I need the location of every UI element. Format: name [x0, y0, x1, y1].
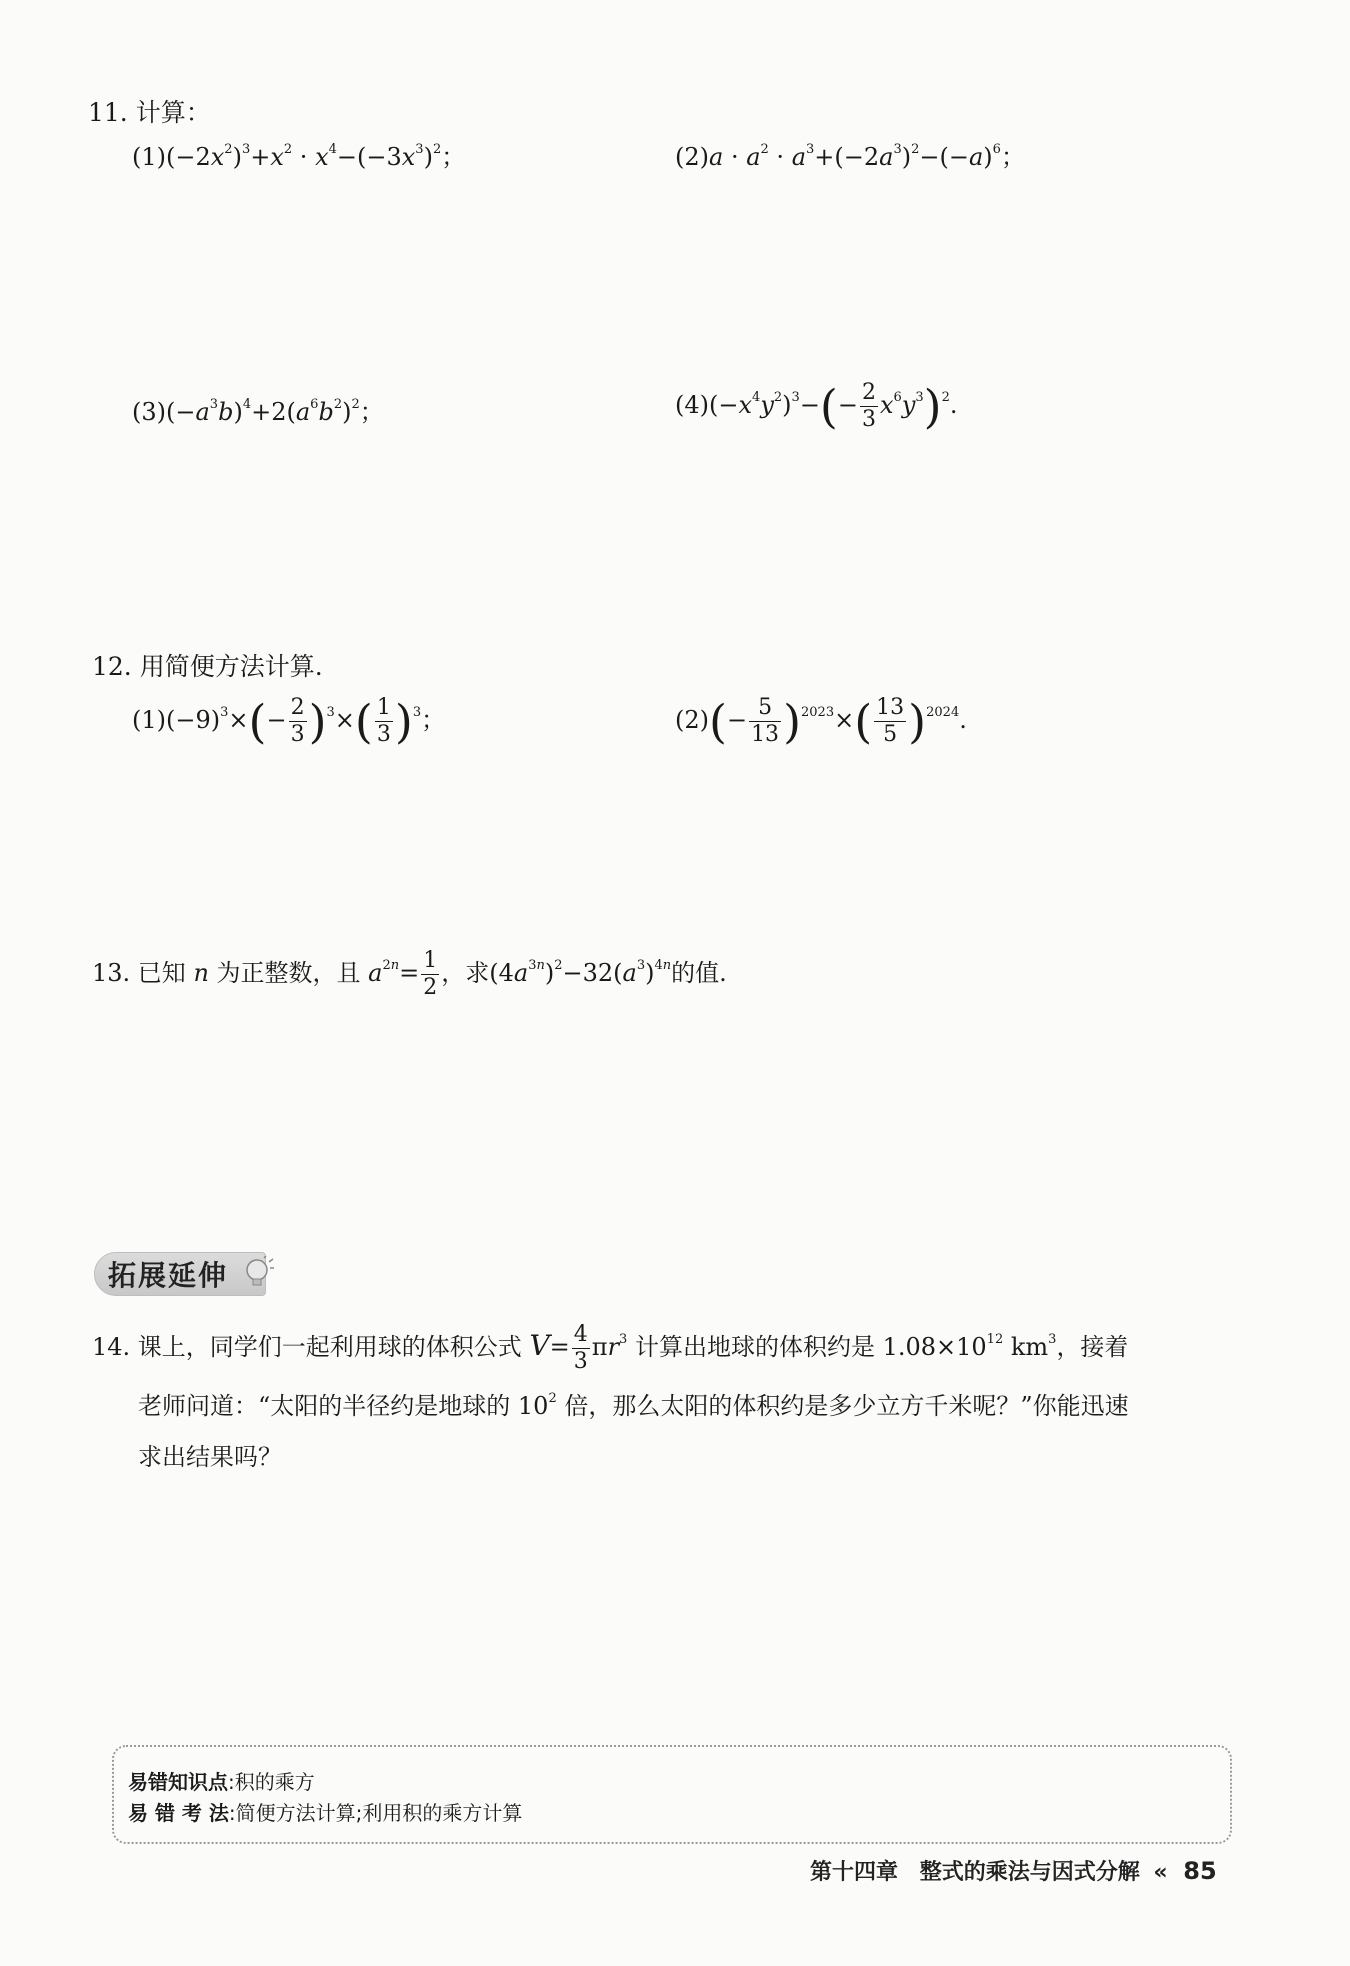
q12-part2: (2)(− $\frac{5}{13}$ )$^{2023}$×( $\frac{13}{5}$ )$^{2024}$.	[675, 694, 967, 749]
page-footer	[810, 1855, 1217, 1886]
q14-line1: 14. 课上，同学们一起利用球的体积公式 V= $\frac{4}{3}$ $\pi r^3$ 计算出地球的体积约是 $1.08\times 10^{12}$ $km^3$，接着	[92, 1322, 1129, 1374]
section-badge	[94, 1248, 280, 1298]
note-value-2: :简便方法计算;利用积的乘方计算	[228, 1801, 523, 1825]
note-key-1: 易错知识点	[128, 1770, 228, 1794]
q12-part2-fraction-b: $\frac{13}{5}$	[876, 695, 905, 747]
q14-line2: 老师问道：“太阳的半径约是地球的 $10^2$ 倍，那么太阳的体积约是多少立方千米呢？”你能迅速	[138, 1391, 1129, 1420]
q12-part2-label: (2)	[675, 706, 709, 734]
q11-part1: $(1)(-2x^2)^3+x^2 \cdot x^4-(-3x^3)^2$；	[132, 142, 466, 171]
q12-part1: $(1)(-9)^3\times(-$ $\frac{2}{3}$ )$^3$×( $\frac{1}{3}$ )$^3$；	[132, 694, 446, 749]
q11-part3: $(3)(-a^3b)^4+2(a^6b^2)^2$；	[132, 397, 384, 426]
q14-fraction: $\frac{4}{3}$	[573, 1322, 588, 1374]
q11-part3-label: (3)	[132, 398, 166, 426]
q11-part4-fraction: $\frac{2}{3}$	[861, 380, 876, 432]
q11-part4: $(4)(-x^4y^2)^3-(-$ $\frac{2}{3}$ $x^6y^3)^2$.	[675, 379, 958, 434]
q11-part4-label: (4)	[675, 391, 709, 419]
footer-title: 整式的乘法与因式分解	[919, 1860, 1140, 1885]
q12-part2-fraction-a: $\frac{5}{13}$	[751, 695, 780, 747]
double-chevron-left-icon: «	[1153, 1860, 1168, 1885]
section-title: 拓展延伸	[108, 1259, 229, 1292]
q12-exp-2024: 2024	[926, 705, 960, 720]
lightbulb-icon	[244, 1256, 274, 1290]
q13-fraction: $\frac{1}{2}$	[423, 948, 438, 1000]
q12-exp-2023: 2023	[801, 705, 835, 720]
q11-part1-label: (1)	[132, 143, 166, 171]
note-key-2: 易 错 考 法	[128, 1801, 229, 1825]
q11-part2-label: (2)	[675, 143, 709, 171]
q12-part1-fraction-b: $\frac{1}{3}$	[376, 695, 391, 747]
footer-chapter: 第十四章	[810, 1860, 899, 1885]
q12-part1-label: (1)	[132, 706, 166, 734]
q12-title: 12. 用简便方法计算.	[92, 652, 323, 681]
page-number: 85	[1183, 1857, 1217, 1885]
q12-part1-fraction-a: $\frac{2}{3}$	[290, 695, 305, 747]
note-line-1	[128, 1766, 315, 1795]
q11-part2: $(2)a \cdot a^2 \cdot a^3+(-2a^3)^2-(-a)^6$；	[675, 142, 1025, 171]
note-value-1: :积的乘方	[228, 1770, 315, 1794]
q11-title: 11. 计算：	[88, 98, 211, 127]
q14-line3: 求出结果吗？	[138, 1443, 282, 1471]
q13: 13. 已知 n 为正整数，且 $a^{2n}=$ $\frac{1}{2}$ ，求$(4a^{3n})^2-32(a^3)^{4n}$的值.	[92, 948, 727, 1000]
note-line-2	[128, 1797, 522, 1826]
